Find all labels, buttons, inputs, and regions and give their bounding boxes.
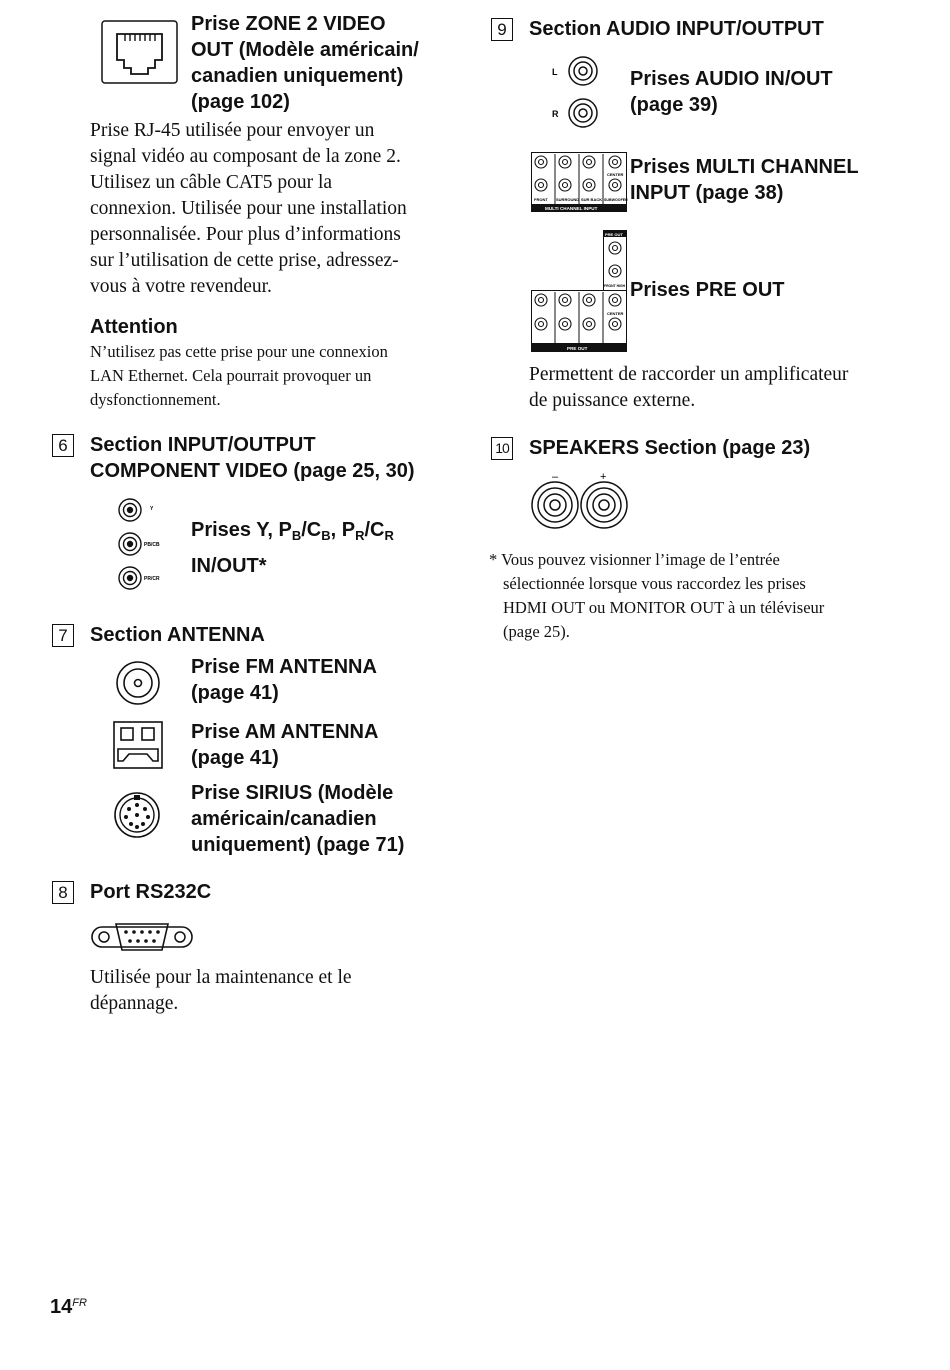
section-9-number: 9 bbox=[491, 18, 513, 41]
zone2-title-line: OUT (Modèle américain/ bbox=[191, 39, 419, 61]
sub-r: R bbox=[355, 528, 365, 543]
pre-panel-label-center: CENTER bbox=[607, 311, 624, 316]
zone2-description-line: sur l’utilisation de cette prise, adressez- bbox=[90, 250, 399, 271]
panel-label-front: FRONT bbox=[534, 197, 548, 202]
rs232c-description bbox=[90, 965, 450, 1017]
speaker-terminals-icon bbox=[530, 470, 632, 532]
audio-inout-line: Prises AUDIO IN/OUT bbox=[630, 68, 833, 90]
pre-out-panel-icon bbox=[531, 230, 627, 352]
sirius-line: Prise SIRIUS (Modèle bbox=[191, 782, 394, 804]
component-prises-label bbox=[191, 515, 451, 581]
audio-jack-label-r: R bbox=[552, 109, 559, 119]
sirius-line: uniquement) (page 71) bbox=[191, 834, 405, 856]
zone2-description-line: vous à votre revendeur. bbox=[90, 276, 272, 297]
section-6-number: 6 bbox=[52, 434, 74, 457]
fm-antenna-label bbox=[191, 654, 377, 706]
panel-label-center: CENTER bbox=[607, 172, 624, 177]
slash-c: /C bbox=[301, 519, 322, 541]
zone2-description-line: Prise RJ-45 utilisée pour envoyer un bbox=[90, 120, 375, 141]
comma-p: , P bbox=[330, 519, 356, 541]
pre-out-description-line: Permettent de raccorder un amplificateur bbox=[529, 364, 849, 385]
pre-out-description-line: de puissance externe. bbox=[529, 390, 696, 411]
sirius-line: américain/canadien bbox=[191, 808, 377, 830]
zone2-title-line: Prise ZONE 2 VIDEO bbox=[191, 13, 386, 35]
am-antenna-line: Prise AM ANTENNA bbox=[191, 721, 379, 743]
component-video-jacks-icon bbox=[116, 496, 176, 592]
section-10-title: SPEAKERS Section (page 23) bbox=[529, 437, 811, 459]
footnote-line: HDMI OUT ou MONITOR OUT à un téléviseur bbox=[503, 598, 825, 617]
audio-inout-line: (page 39) bbox=[630, 94, 718, 116]
panel-label-multi-channel-input: MULTI CHANNEL INPUT bbox=[545, 206, 598, 211]
attention-text bbox=[90, 340, 450, 412]
slash-c: /C bbox=[364, 519, 385, 541]
am-antenna-label bbox=[191, 719, 378, 771]
pre-panel-label-pre-out: PRE OUT bbox=[605, 232, 623, 237]
page-number-value: 14 bbox=[50, 1296, 73, 1318]
sub-b: B bbox=[321, 528, 331, 543]
prises-prefix: Prises Y, P bbox=[191, 519, 292, 541]
fm-antenna-line: (page 41) bbox=[191, 682, 279, 704]
section-6-title-line: Section INPUT/OUTPUT bbox=[90, 434, 316, 456]
footnote-line: sélectionnée lorsque vous raccordez les prises bbox=[503, 574, 806, 593]
section-8-number: 8 bbox=[52, 881, 74, 904]
zone2-title bbox=[191, 11, 451, 115]
pre-out-label: Prises PRE OUT bbox=[630, 279, 785, 301]
jack-label-y: Y bbox=[150, 506, 154, 512]
audio-jack-label-l: L bbox=[552, 67, 558, 77]
polarity-minus: – bbox=[552, 471, 559, 483]
multi-channel-line: INPUT (page 38) bbox=[630, 182, 784, 204]
section-6-title bbox=[90, 432, 470, 484]
am-antenna-icon bbox=[113, 721, 163, 769]
multi-channel-line: Prises MULTI CHANNEL bbox=[630, 156, 859, 178]
multi-channel-input-panel-icon bbox=[531, 152, 627, 212]
pre-out-description bbox=[529, 362, 929, 414]
attention-line: N’utilisez pas cette prise pour une connexion bbox=[90, 342, 388, 361]
multi-channel-label bbox=[630, 154, 859, 206]
sub-r: R bbox=[384, 528, 394, 543]
sirius-connector-icon bbox=[113, 790, 161, 840]
zone2-description-line: Utilisez un câble CAT5 pour la bbox=[90, 172, 333, 193]
rj45-jack-icon bbox=[101, 20, 178, 84]
section-7-title: Section ANTENNA bbox=[90, 624, 265, 646]
polarity-plus: + bbox=[600, 471, 607, 483]
section-6-title-line: COMPONENT VIDEO (page 25, 30) bbox=[90, 460, 415, 482]
panel-label-sur-back: SUR BACK bbox=[581, 197, 603, 202]
zone2-description bbox=[90, 118, 450, 300]
jack-label-pb: PB/CB bbox=[144, 542, 160, 548]
panel-label-subwoofer: SUBWOOFER bbox=[604, 198, 628, 202]
footnote bbox=[489, 548, 909, 644]
attention-heading: Attention bbox=[90, 316, 178, 338]
section-7-number: 7 bbox=[52, 624, 74, 647]
rs232c-description-line: Utilisée pour la maintenance et le bbox=[90, 967, 352, 988]
am-antenna-line: (page 41) bbox=[191, 747, 279, 769]
sub-b: B bbox=[291, 528, 302, 543]
fm-antenna-icon bbox=[115, 660, 161, 706]
attention-line: dysfonctionnement. bbox=[90, 390, 221, 409]
zone2-title-line: (page 102) bbox=[191, 91, 290, 113]
zone2-title-line: canadien uniquement) bbox=[191, 65, 404, 87]
rs232c-description-line: dépannage. bbox=[90, 993, 179, 1014]
attention-line: LAN Ethernet. Cela pourrait provoquer un bbox=[90, 366, 372, 385]
footnote-line: (page 25). bbox=[503, 622, 570, 641]
section-8-title: Port RS232C bbox=[90, 881, 212, 903]
section-10-number: 10 bbox=[491, 437, 513, 460]
fm-antenna-line: Prise FM ANTENNA bbox=[191, 656, 377, 678]
section-9-title: Section AUDIO INPUT/OUTPUT bbox=[529, 18, 824, 40]
zone2-description-line: signal vidéo au composant de la zone 2. bbox=[90, 146, 401, 167]
pre-panel-label-pre-out-bottom: PRE OUT bbox=[567, 346, 588, 351]
component-prises-line1 bbox=[191, 515, 451, 551]
page-number bbox=[50, 1296, 87, 1319]
zone2-description-line: connexion. Utilisée pour une installation bbox=[90, 198, 407, 219]
audio-inout-label bbox=[630, 66, 833, 118]
rs232c-port-icon bbox=[94, 920, 190, 954]
audio-jacks-icon bbox=[550, 55, 602, 131]
panel-label-surround: SURROUND bbox=[556, 197, 580, 202]
jack-label-pr: PR/CR bbox=[144, 576, 160, 582]
sirius-label bbox=[191, 780, 451, 858]
footnote-line: * Vous pouvez visionner l’image de l’entrée bbox=[489, 550, 780, 569]
component-prises-line2: IN/OUT* bbox=[191, 555, 267, 577]
pre-panel-label-front-high: FRONT HIGH bbox=[604, 284, 626, 288]
zone2-description-line: personnalisée. Pour plus d’informations bbox=[90, 224, 401, 245]
page-lang-suffix: FR bbox=[72, 1297, 87, 1309]
